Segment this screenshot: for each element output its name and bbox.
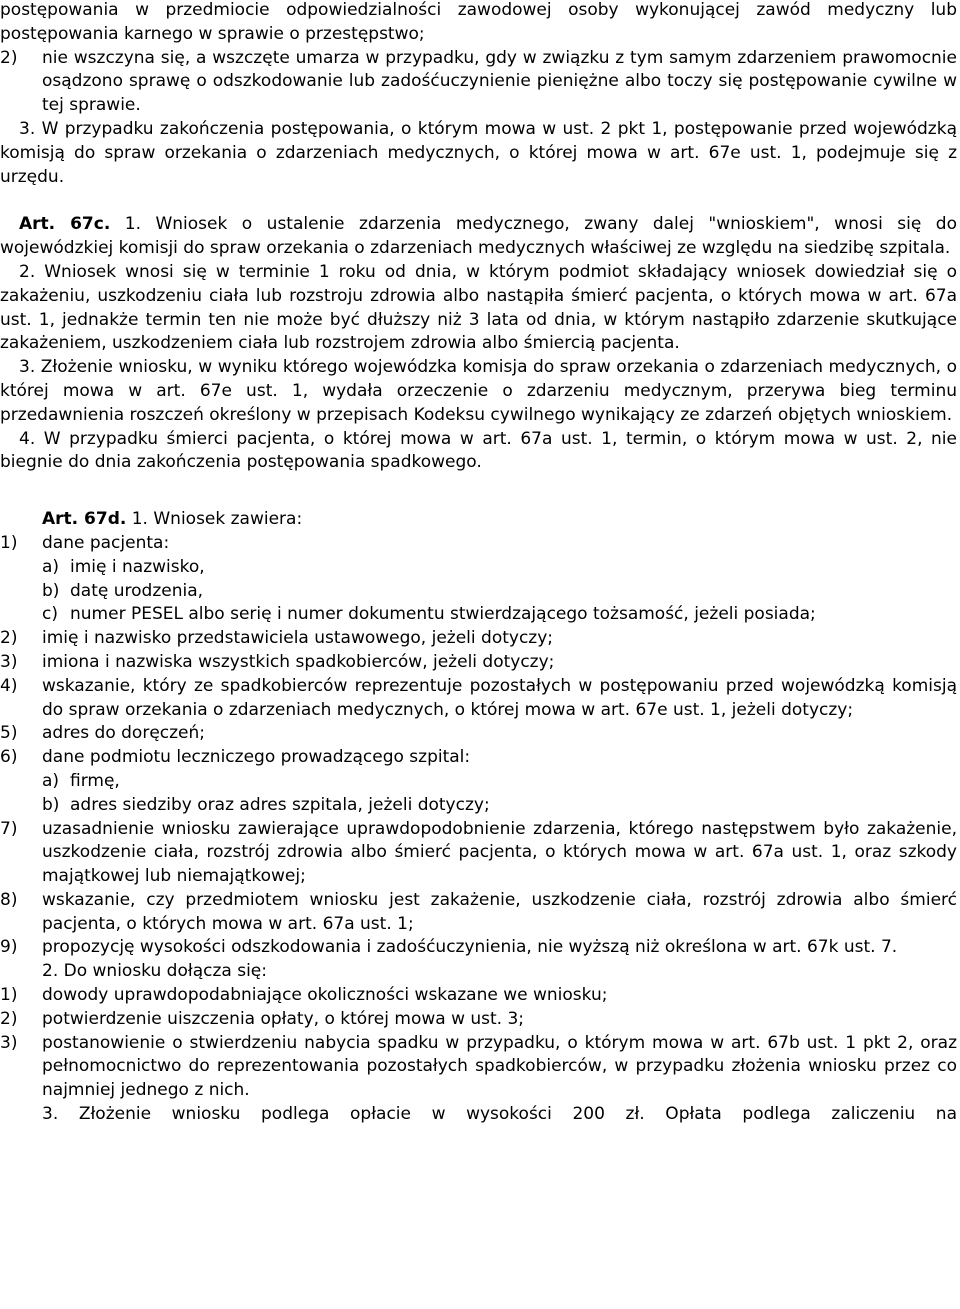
list-item: 5) adres do doręczeń; bbox=[0, 723, 206, 744]
list-item: 3) imiona i nazwiska wszystkich spadkobierców, jeżeli dotyczy; bbox=[0, 651, 555, 672]
sub-list-item: b) adres siedziby oraz adres szpitala, jeżeli dotyczy; bbox=[42, 794, 490, 815]
list-item: 8) wskazanie, czy przedmiotem wniosku jest zakażenie, uszkodzenie ciała, rozstrój zdrowia albo śmierć pacjenta, o których mowa w art. 67a ust. 1; bbox=[0, 889, 957, 934]
sub-list-item: a) imię i nazwisko, bbox=[42, 556, 205, 577]
paragraph-3: 3. W przypadku zakończenia postępowania, o którym mowa w ust. 2 pkt 1, postępowanie przed wojewódzką komisją do spraw orzekania o zdarzeniach medycznych, o której mowa w art. 67e ust. 1, podejmuje się z urzędu. bbox=[0, 118, 957, 187]
list-item: 4) wskazanie, który ze spadkobierców reprezentuje pozostałych w postępowaniu przed wojewódzką komisją do spraw orzekania o zdarzeniach medycznych, o której mowa w art. 67e ust. 1, jeżeli dotyczy; bbox=[0, 675, 957, 720]
sub-list-item: b) datę urodzenia, bbox=[42, 580, 204, 601]
list-item: 1) dowody uprawdopodabniające okoliczności wskazane we wniosku; bbox=[0, 985, 608, 1006]
list-item: 9) propozycję wysokości odszkodowania i zadośćuczynienia, nie wyższą niż określona w art. 67k ust. 7. bbox=[0, 937, 898, 958]
art-67c-paragraph-3: 3. Złożenie wniosku, w wyniku którego wojewódzka komisja do spraw orzekania o zdarzeniach medycznych, o której mowa w art. 67e ust. 1, wydała orzeczenie o zdarzeniu medycznym, przerywa bieg terminu przedawnienia roszczeń określony w przepisach Kodeksu cywilnego wynikający ze zdarzeń objętych wnioskiem. bbox=[0, 357, 957, 425]
sub-list-item: a) firmę, bbox=[42, 770, 120, 791]
list-item: 3) postanowienie o stwierdzeniu nabycia spadku w przypadku, o którym mowa w art. 67b ust. 1 pkt 2, oraz pełnomocnictwo do reprezentowania pozostałych spadkobierców, w przypadku złożenia wniosku przez co najmniej jednego z nich. bbox=[0, 1032, 957, 1101]
item-number: 2) bbox=[0, 47, 18, 68]
art-67c-paragraph-2: 2. Wniosek wnosi się w terminie 1 roku od dnia, w którym podmiot składający wniosek dowiedział się o zakażeniu, uszkodzeniu ciała lub rozstroju zdrowia albo nastąpiła śmierć pacjenta, o których mowa w art. 67a ust. 1, jednakże termin ten nie może być dłuższy niż 3 lata od dnia, w którym nastąpiło zdarzenie skutkujące zakażeniem, uszkodzeniem ciała lub rozstrojem zdrowia albo śmiercią pacjenta. bbox=[0, 261, 957, 354]
list-item: 2) potwierdzenie uiszczenia opłaty, o której mowa w ust. 3; bbox=[0, 1008, 525, 1029]
continuation-text: postępowania w przedmiocie odpowiedzialności zawodowej osoby wykonującej zawód medyczny lub postępowania karnego w sprawie o przestępstwo; bbox=[0, 0, 957, 44]
sub-list-item: c) numer PESEL albo serię i numer dokumentu stwierdzającego tożsamość, jeżeli posiada; bbox=[42, 604, 816, 625]
list-item: 6) dane podmiotu leczniczego prowadzącego szpital: bbox=[0, 747, 471, 768]
list-item: 2) imię i nazwisko przedstawiciela ustawowego, jeżeli dotyczy; bbox=[0, 628, 554, 649]
art-67d-section-3: 3. Złożenie wniosku podlega opłacie w wysokości 200 zł. Opłata podlega zaliczeniu na bbox=[42, 1104, 957, 1125]
art-67d-section-2-intro: 2. Do wniosku dołącza się: bbox=[42, 961, 267, 982]
art-67d-intro: Art. 67d. 1. Wniosek zawiera: bbox=[42, 509, 303, 530]
item-text: nie wszczyna się, a wszczęte umarza w przypadku, gdy w związku z tym samym zdarzeniem prawomocnie osądzono sprawę o odszkodowanie lub zadośćuczynienie pieniężne albo toczy się postępowanie cywilne w tej sprawie. bbox=[42, 47, 957, 116]
art-67c-heading: Art. 67c. bbox=[19, 214, 111, 235]
list-item bbox=[0, 47, 957, 118]
art-67c-paragraph-1: Art. 67c. 1. Wniosek o ustalenie zdarzenia medycznego, zwany dalej "wnioskiem", wnosi się do wojewódzkiej komisji do spraw orzekania o zdarzeniach medycznych właściwej ze względu na siedzibę szpitala. bbox=[0, 214, 957, 259]
art-67d-heading: Art. 67d. bbox=[42, 509, 127, 530]
art-67c-paragraph-4: 4. W przypadku śmierci pacjenta, o której mowa w art. 67a ust. 1, termin, o którym mowa w ust. 2, nie biegnie do dnia zakończenia postępowania spadkowego. bbox=[0, 428, 957, 473]
list-item: 1) dane pacjenta: bbox=[0, 532, 170, 553]
list-item: 7) uzasadnienie wniosku zawierające uprawdopodobnienie zdarzenia, którego następstwem było zakażenie, uszkodzenie ciała, rozstrój zdrowia albo śmierć pacjenta, o których mowa w art. 67a ust. 1, oraz szkody majątkowej lub niemajątkowej; bbox=[0, 818, 957, 887]
